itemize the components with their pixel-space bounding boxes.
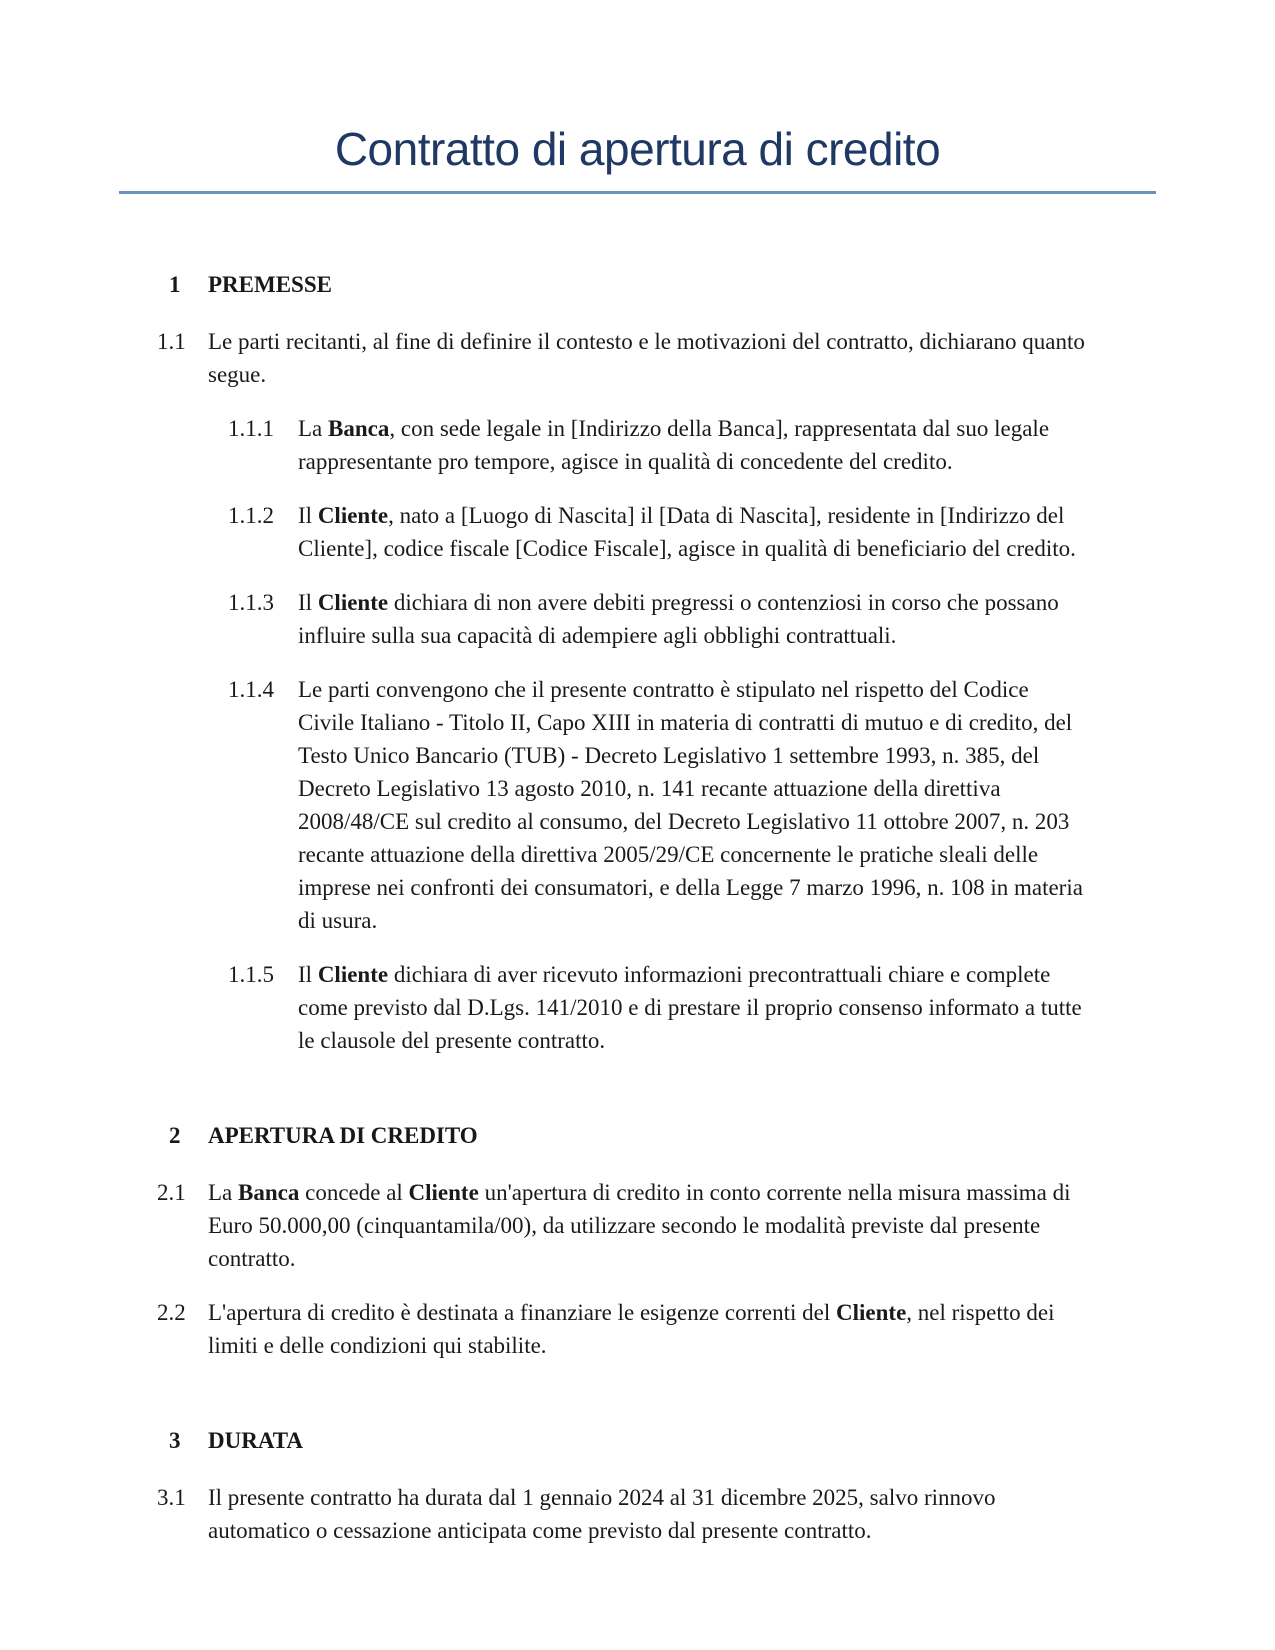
clause (228, 586, 1090, 652)
section-title: APERTURA DI CREDITO (208, 1122, 478, 1148)
document-content (157, 268, 1090, 1547)
clause-text: Il Cliente, nato a [Luogo di Nascita] il [Data di Nascita], residente in [Indirizzo del Cliente], codice fiscale [Codice Fiscale], agisce in qualità di beneficiario del credito. (298, 502, 1076, 561)
clause-text: Le parti convengono che il presente contratto è stipulato nel rispetto del Codice Civile Italiano - Titolo II, Capo XIII in materia di contratti di mutuo e di credito, del Testo Unico Bancario (TUB) - Decreto Legislativo 1 settembre 1993, n. 385, del Decreto Legislativo 13 agosto 2010, n. 141 recante attuazione della direttiva 2008/48/CE sul credito al consumo, del Decreto Legislativo 11 ottobre 2007, n. 203 recante attuazione della direttiva 2005/29/CE concernente le pratiche sleali delle imprese nei confronti dei consumatori, e della Legge 7 marzo 1996, n. 108 in materia di usura. (298, 676, 1083, 933)
clause-number: 2.1 (157, 1179, 186, 1205)
clause-text: Il Cliente dichiara di non avere debiti pregressi o contenziosi in corso che possano influire sulla sua capacità di adempiere agli obblighi contrattuali. (298, 589, 1059, 648)
clause-number: 1.1.5 (228, 961, 274, 987)
clause-text: La Banca, con sede legale in [Indirizzo della Banca], rappresentata dal suo legale rappresentante pro tempore, agisce in qualità di concedente del credito. (298, 415, 1050, 474)
clause-text: La Banca concede al Cliente un'apertura di credito in conto corrente nella misura massima di Euro 50.000,00 (cinquantamila/00), da utilizzare secondo le modalità previste dal presente contratto. (208, 1179, 1071, 1271)
clause (157, 1481, 1090, 1547)
section-heading (157, 1424, 1090, 1457)
clause-text: L'apertura di credito è destinata a finanziare le esigenze correnti del Cliente, nel rispetto dei limiti e delle condizioni qui stabilite. (208, 1299, 1055, 1358)
defined-term: Cliente (836, 1299, 907, 1325)
clause (228, 673, 1090, 937)
section-heading (157, 268, 1090, 301)
clause (157, 325, 1090, 391)
clause-number: 1.1 (157, 328, 186, 354)
section-heading (157, 1119, 1090, 1152)
clause-number: 1.1.4 (228, 676, 274, 702)
defined-term: Cliente (317, 961, 389, 987)
defined-term: Cliente (317, 589, 389, 615)
title-block (119, 124, 1156, 194)
clause (157, 1176, 1090, 1275)
section (157, 268, 1090, 1057)
section-number: 2 (169, 1122, 181, 1148)
clause (157, 1296, 1090, 1362)
defined-term: Banca (238, 1179, 300, 1205)
defined-term: Banca (328, 415, 390, 441)
clause-text: Il presente contratto ha durata dal 1 gennaio 2024 al 31 dicembre 2025, salvo rinnovo automatico o cessazione anticipata come previsto dal presente contratto. (208, 1484, 996, 1543)
section (157, 1119, 1090, 1362)
clause-number: 3.1 (157, 1484, 186, 1510)
clause-number: 1.1.2 (228, 502, 274, 528)
clause-number: 2.2 (157, 1299, 186, 1325)
clause-text: Il Cliente dichiara di aver ricevuto informazioni precontrattuali chiare e complete come previsto dal D.Lgs. 141/2010 e di prestare il proprio consenso informato a tutte le clausole del presente contratto. (298, 961, 1082, 1053)
clause (228, 958, 1090, 1057)
section-title: DURATA (208, 1427, 303, 1453)
document-title: Contratto di apertura di credito (334, 123, 941, 175)
clause (228, 499, 1090, 565)
clause (228, 412, 1090, 478)
defined-term: Cliente (317, 502, 389, 528)
clause-text: Le parti recitanti, al fine di definire il contesto e le motivazioni del contratto, dichiarano quanto segue. (208, 328, 1085, 387)
clause-number: 1.1.1 (228, 415, 274, 441)
section (157, 1424, 1090, 1547)
section-number: 1 (169, 271, 181, 297)
clause-number: 1.1.3 (228, 589, 274, 615)
section-title: PREMESSE (208, 271, 332, 297)
section-number: 3 (169, 1427, 181, 1453)
defined-term: Cliente (408, 1179, 479, 1205)
